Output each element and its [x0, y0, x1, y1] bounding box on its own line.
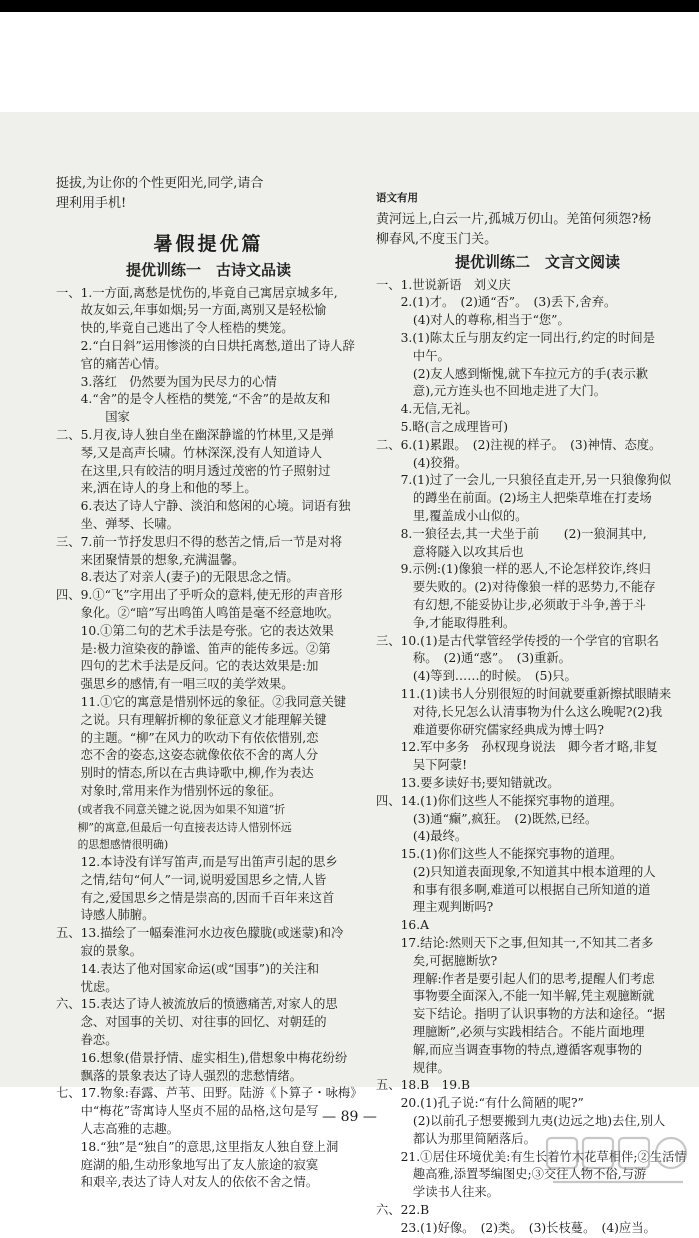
answer-line: 来,洒在诗人的身上和他的琴上。 — [56, 481, 257, 496]
answer-line: 3.落红 仍然要为国为民尽力的心情 — [56, 374, 277, 389]
answer-line: 国家 — [56, 410, 130, 425]
answer-line: 二、6.(1)累跟。 (2)注视的样子。 (3)神情、态度。 — [376, 437, 662, 452]
section-title: 提优训练二 文言文阅读 — [454, 252, 620, 271]
answer-line: 别时的情态,所以在古典诗歌中,柳,作为表达 — [56, 766, 314, 781]
answer-line: 16.想象(借景抒情、虚实相生),借想象中梅花纷纷 — [56, 1050, 348, 1065]
answer-line: 2.(1)才。 (2)通“否”。 (3)丢下,舍弃。 — [376, 295, 617, 310]
answer-line: 有之,爱国思乡之情是崇高的,因而千百年来这首 — [56, 890, 335, 905]
answer-line: 3.(1)陈太丘与朋友约定一同出行,约定的时间是 — [376, 330, 655, 345]
left-column — [56, 174, 361, 1192]
answer-line: 11.(1)读书人分别很短的时间就要重新擦拭眼睛来 — [376, 686, 672, 701]
intro-line: 柳春风,不度玉门关。 — [376, 231, 498, 247]
answer-line: (2)友人感到惭愧,就下车拉元方的手(表示歉 — [376, 366, 649, 381]
answer-line: 五、18.B 19.B — [376, 1078, 471, 1093]
answer-line: 快的,毕竟自己逃出了令人桎梏的樊笼。 — [56, 321, 294, 336]
left-answer-list — [56, 285, 361, 1193]
section-title: 提优训练一 古诗文品读 — [125, 260, 291, 279]
answer-line: (4)狡猾。 — [376, 455, 468, 470]
answer-line: 5.略(言之成理皆可) — [376, 419, 508, 434]
answer-line: 一、1.世说新语 刘义庆 — [376, 277, 511, 292]
answer-line: (4)等到……的时候。 (5)只。 — [376, 669, 577, 684]
answer-line: (或者我不同意关键之说,因为如果不知道“折 — [56, 802, 286, 816]
answer-line: 16.A — [376, 918, 430, 933]
answer-line: 4.“舍”的是令人桎梏的樊笼,“不舍”的是故友和 — [56, 392, 331, 407]
answer-line: 趣高雅,添置琴编图史;③交往人物不俗,与游 — [376, 1167, 647, 1182]
answer-line: 四、9.①“飞”字用出了乎听众的意料,使无形的声音形 — [56, 588, 343, 603]
answer-line: 诗感人肺腑。 — [56, 908, 155, 923]
answer-line: 7.(1)过了一会儿,一只狼径直走开,另一只狼像狗似 — [376, 473, 672, 488]
watermark-logo — [543, 1134, 693, 1194]
answer-line: 都认为那里简陋落后。 — [376, 1131, 536, 1146]
answer-line: (4)对人的尊称,相当于“您”。 — [376, 313, 570, 328]
answer-line: 和艰辛,表达了诗人对友人的依依不舍之情。 — [56, 1175, 319, 1190]
answer-line: 21.①居住环境优美:有生长着竹木花草相伴;②生活情 — [376, 1149, 687, 1164]
answer-line: 妄下结论。指明了认识事物的方法和途径。“据 — [376, 1007, 666, 1022]
answer-line: 庭湖的船,生动形象地写出了友人旅途的寂寞 — [56, 1157, 319, 1172]
answer-line: 五、13.描绘了一幅秦淮河水边夜色朦胧(或迷蒙)和冷 — [56, 926, 344, 941]
answer-line: 的主题。“柳”在风力的吹动下有依依惜别,恋 — [56, 730, 319, 745]
intro-line: 理利用手机! — [56, 196, 127, 211]
answer-line: 15.(1)你们这些人不能探究事物的道理。 — [376, 847, 623, 862]
answer-line: 12.本诗没有详写笛声,而是写出笛声引起的思乡 — [56, 855, 338, 870]
answer-line: 矣,可据臆断欤? — [376, 953, 498, 968]
answer-line: 8.表达了对亲人(妻子)的无限思念之情。 — [56, 570, 299, 585]
answer-line: 理解:作者是要引起人们的思考,提醒人们考虑 — [376, 971, 655, 986]
answer-line: 吴下阿蒙! — [376, 758, 468, 773]
answer-line: 14.表达了他对国家命运(或“国事”)的关注和 — [56, 961, 320, 976]
answer-line: 20.(1)孔子说:“有什么简陋的呢?” — [376, 1096, 584, 1111]
answer-line: 18.“独”是“独自”的意思,这里指友人独自登上洞 — [56, 1139, 339, 1154]
answer-line: 的思想感情很明确) — [56, 838, 169, 852]
right-intro — [376, 210, 699, 250]
answer-line: 称。 (2)通“惑”。 (3)重新。 — [376, 651, 571, 666]
answer-line: 4.无信,无礼。 — [376, 402, 478, 417]
answer-line: 恋不舍的姿态,这姿态就像依依不舍的离人分 — [56, 748, 319, 763]
answer-line: 念、对国事的关切、对往事的回忆、对朝廷的 — [56, 1015, 327, 1030]
answer-line: 三、10.(1)是古代掌管经学传授的一个学官的官职名 — [376, 633, 659, 648]
answer-line: 6.表达了诗人宁静、淡泊和悠闲的心境。词语有独 — [56, 499, 351, 514]
intro-line: 挺拔,为让你的个性更阳光,同学,请合 — [56, 176, 264, 191]
answer-line: 六、15.表达了诗人被流放后的愤懑痛苦,对家人的思 — [56, 997, 338, 1012]
answer-line: 强思乡的感情,有一唱三叹的美学效果。 — [56, 677, 294, 692]
answer-line: 中“梅花”寄寓诗人坚贞不屈的品格,这句是写 — [56, 1104, 319, 1119]
answer-line: 官的痛苦心情。 — [56, 356, 167, 371]
answer-line: 人志高雅的志趣。 — [56, 1122, 179, 1137]
answer-line: 意),元方连头也不回地走进了大门。 — [376, 384, 607, 399]
answer-line: 琴,又是高声长啸。竹林深深,没有人知道诗人 — [56, 445, 323, 460]
answer-line: 11.①它的寓意是惜别怀远的象征。②我同意关键 — [56, 694, 347, 709]
answer-line: 飘落的景象表达了诗人强烈的悲愁情绪。 — [56, 1068, 302, 1083]
left-intro — [56, 174, 361, 214]
answer-line: 之情,结句“何人”一词,说明爱国思乡之情,人皆 — [56, 872, 327, 887]
sidebar-tag: 语文有用 — [376, 192, 418, 204]
answer-line: 要失败的。(2)对待像狼一样的恶势力,不能存 — [376, 580, 656, 595]
answer-line: 2.“白日斜”运用惨淡的白日烘托离愁,道出了诗人辞 — [56, 338, 355, 353]
answer-line: 理臆断”,必须与实践相结合。不能片面地理 — [376, 1025, 645, 1040]
answer-line: 9.示例:(1)像狼一样的恶人,不论怎样狡诈,终归 — [376, 562, 651, 577]
answer-line: 里,覆盖成小山似的。 — [376, 508, 528, 523]
answer-line: (3)通“癫”,疯狂。 (2)既然,已经。 — [376, 811, 598, 826]
scanned-page — [0, 112, 699, 1235]
answer-line: 三、7.前一节抒发思归不得的愁苦之情,后一节是对将 — [56, 534, 343, 549]
answer-line: 一、1.一方面,离愁是忧伤的,毕竟自己寓居京城多年, — [56, 285, 338, 300]
answer-line: 坐、弹琴、长啸。 — [56, 516, 179, 531]
page-banner: 暑假提优篇 — [153, 233, 264, 255]
answer-line: (2)以前孔子想要搬到九夷(边远之地)去住,别人 — [376, 1114, 666, 1129]
answer-line: 四、14.(1)你们这些人不能探究事物的道理。 — [376, 793, 623, 808]
top-status-bar — [0, 0, 699, 12]
answer-line: 柳”的寓意,但最后一句直接表达诗人惜别怀远 — [56, 820, 292, 834]
answer-line: 忧虑。 — [56, 979, 118, 994]
answer-line: 和事有很多啊,难道可以根据自己所知道的道 — [376, 882, 651, 897]
answer-line: 对象时,常用来作为惜别怀远的象征。 — [56, 783, 282, 798]
answer-line: 解,而应当调查事物的特点,遵循客观事物的 — [376, 1042, 643, 1057]
answer-line: 意将隧入以攻其后也 — [376, 544, 524, 559]
right-answer-list — [376, 277, 699, 1238]
answer-line: 规律。 — [376, 1060, 450, 1075]
answer-line: 故友如云,年事如烟;另一方面,离别又是轻松愉 — [56, 303, 327, 318]
answer-line: (4)最终。 — [376, 829, 468, 844]
answer-line: 有幻想,不能妥协让步,必须敢于斗争,善于斗 — [376, 597, 646, 612]
answer-line: 10.①第二句的艺术手法是夸张。它的表达效果 — [56, 623, 334, 638]
answer-line: (2)只知道表面现象,不知道其中根本道理的人 — [376, 864, 656, 879]
answer-line: 是:极力渲染夜的静谧、笛声的能传多远。②第 — [56, 641, 331, 656]
answer-line: 中午。 — [376, 348, 450, 363]
answer-line: 学读书人往来。 — [376, 1185, 499, 1200]
answer-line: 四句的艺术手法是反问。它的表达效果是:加 — [56, 659, 319, 674]
answer-line: 理主观判断吗? — [376, 900, 494, 915]
answer-line: 事物要全面深入,不能一知半解,凭主观臆断就 — [376, 989, 655, 1004]
intro-line: 黄河远上,白云一片,孤城万仞山。羌笛何须怨?杨 — [376, 211, 652, 227]
answer-line: 之说。只有理解折柳的象征意义才能理解关键 — [56, 712, 327, 727]
page-number: — 89 — — [322, 1109, 377, 1125]
answer-line: 来团聚情景的想象,充满温馨。 — [56, 552, 245, 567]
answer-line: 争,才能取得胜利。 — [376, 615, 516, 630]
answer-line: 七、17.物象:春露、芦苇、田野。陆游《卜算子・咏梅》 — [56, 1086, 363, 1101]
answer-line: 六、22.B — [376, 1203, 430, 1218]
answer-line: 在这里,只有皎洁的明月透过茂密的竹子照射过 — [56, 463, 331, 478]
right-column — [376, 190, 699, 1238]
answer-line: 寂的景象。 — [56, 944, 143, 959]
answer-line: 23.(1)好像。 (2)类。 (3)长枝蔓。 (4)应当。 — [376, 1220, 656, 1235]
answer-line: 8.一狼径去,其一犬坐于前 (2)一狼洞其中, — [376, 526, 647, 541]
answer-line: 的蹲坐在前面。(2)场主人把柴草堆在打麦场 — [376, 491, 652, 506]
answer-line: 17.结论:然则天下之事,但知其一,不知其二者多 — [376, 936, 654, 951]
answer-line: 难道要你研究儒家经典成为博士吗? — [376, 722, 604, 737]
answer-line: 13.要多读好书;要知错就改。 — [376, 775, 560, 790]
answer-line: 二、5.月夜,诗人独自坐在幽深静谧的竹林里,又是弹 — [56, 427, 334, 442]
answer-line: 眷恋。 — [56, 1033, 118, 1048]
answer-line: 12.军中多务 孙权现身说法 卿今者才略,非复 — [376, 740, 658, 755]
answer-line: 对待,长兄怎么认清事物为什么这么晚呢?(2)我 — [376, 704, 663, 719]
answer-line: 象化。②“暗”写出鸣笛人鸣笛是毫不经意地吹。 — [56, 605, 340, 620]
